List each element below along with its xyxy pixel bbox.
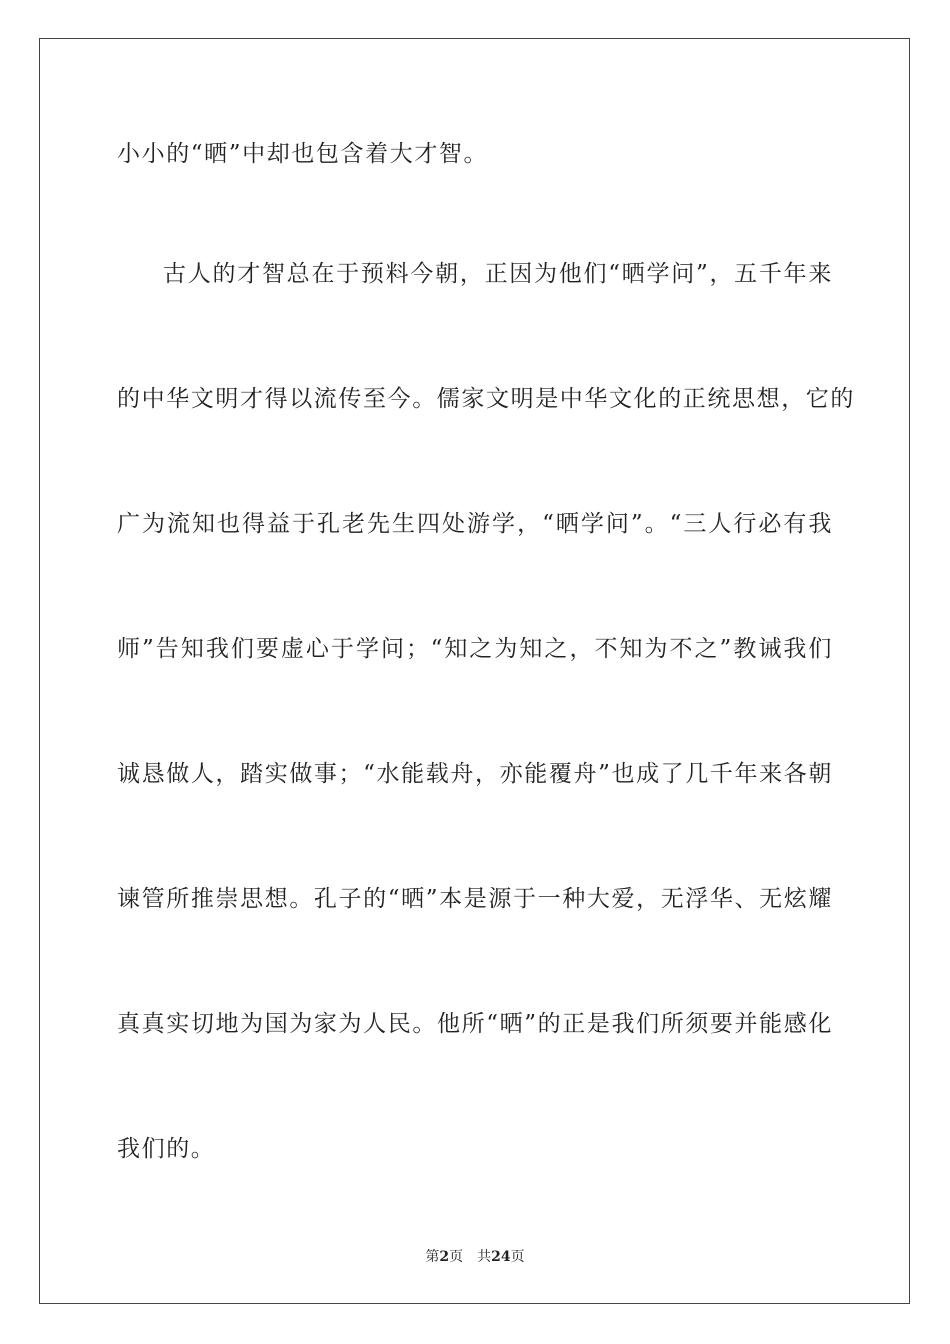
page-footer: [0, 1247, 950, 1267]
text-line: 诚恳做人，踏实做事；“水能载舟，亦能覆舟”也成了几千年来各朝: [117, 761, 833, 787]
paragraph-first-line: 古人的才智总在于预料今朝，正因为他们“晒学问”，五千年来: [163, 261, 833, 287]
text-line: 师”告知我们要虚心于学问；“知之为知之，不知为不之”教诫我们: [117, 636, 833, 662]
total-prefix: 共: [477, 1249, 492, 1265]
text-line: 的中华文明才得以流传至今。儒家文明是中华文化的正统思想，它的: [117, 386, 855, 412]
page-prefix: 第: [425, 1249, 440, 1265]
page-number: 2: [439, 1249, 450, 1265]
text-line: 小小的“晒”中却也包含着大才智。: [117, 141, 489, 167]
page-border: [39, 38, 910, 1304]
text-line: 真真实切地为国为家为人民。他所“晒”的正是我们所须要并能感化: [117, 1011, 833, 1037]
text-line: 广为流知也得益于孔老先生四处游学，“晒学问”。“三人行必有我: [117, 511, 833, 537]
text-line: 谏管所推崇思想。孔子的“晒”本是源于一种大爱，无浮华、无炫耀: [117, 886, 833, 912]
total-pages: 24: [491, 1249, 511, 1265]
text-line: 我们的。: [117, 1136, 216, 1162]
total-suffix: 页: [510, 1249, 525, 1265]
page-suffix: 页: [449, 1249, 464, 1265]
